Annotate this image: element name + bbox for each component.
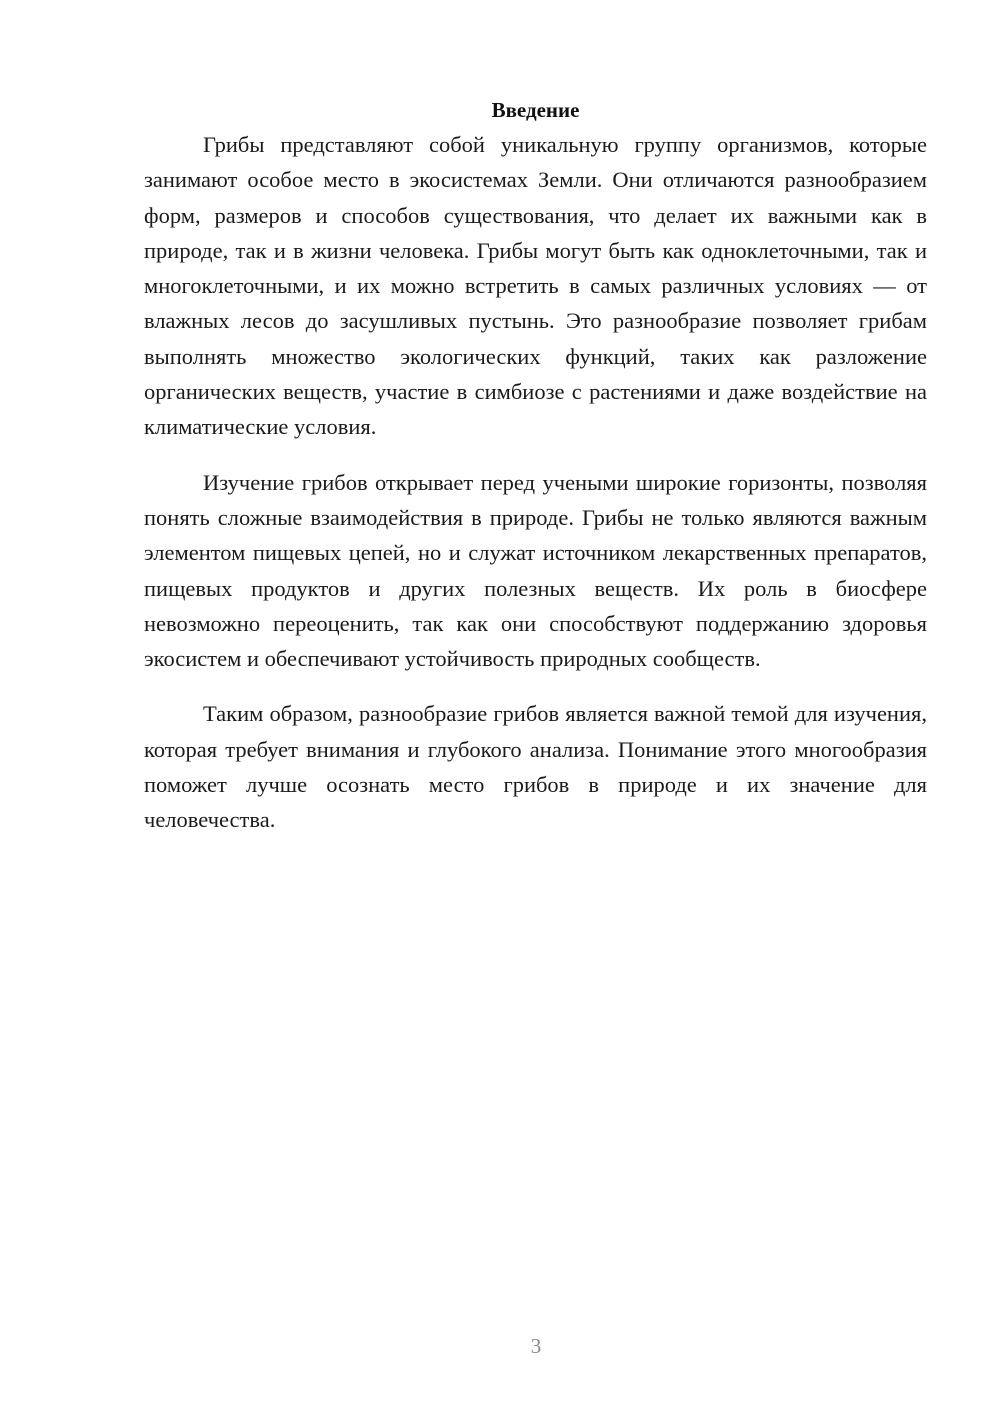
page-content xyxy=(144,94,927,838)
section-heading: Введение xyxy=(491,98,580,122)
paragraph-2: Изучение грибов открывает перед учеными широкие горизонты, позволяя понять сложные взаимодействия в природе. Грибы не только являются важным элементом пищевых цепей, но и служат источником лекарственных препаратов, пищевых продуктов и других полезных веществ. Их роль в биосфере невозможно переоценить, так как они способствуют поддержанию здоровья экосистем и обеспечивают устойчивость природных сообществ. xyxy=(144,469,927,672)
paragraph-3: Таким образом, разнообразие грибов является важной темой для изучения, которая требует внимания и глубокого анализа. Понимание этого многообразия поможет лучше осознать место грибов в природе и их значение для человечества. xyxy=(144,701,927,833)
page-number: 3 xyxy=(530,1334,542,1358)
paragraph-1: Грибы представляют собой уникальную группу организмов, которые занимают особое место в экосистемах Земли. Они отличаются разнообразием форм, размеров и способов существования, что делает их важными как в природе, так и в жизни человека. Грибы могут быть как одноклеточными, так и многоклеточными, и их можно встретить в самых различных условиях — от влажных лесов до засушливых пустынь. Это разнообразие позволяет грибам выполнять множество экологических функций, таких как разложение органических веществ, участие в симбиозе с растениями и даже воздействие на климатические условия. xyxy=(144,132,927,440)
